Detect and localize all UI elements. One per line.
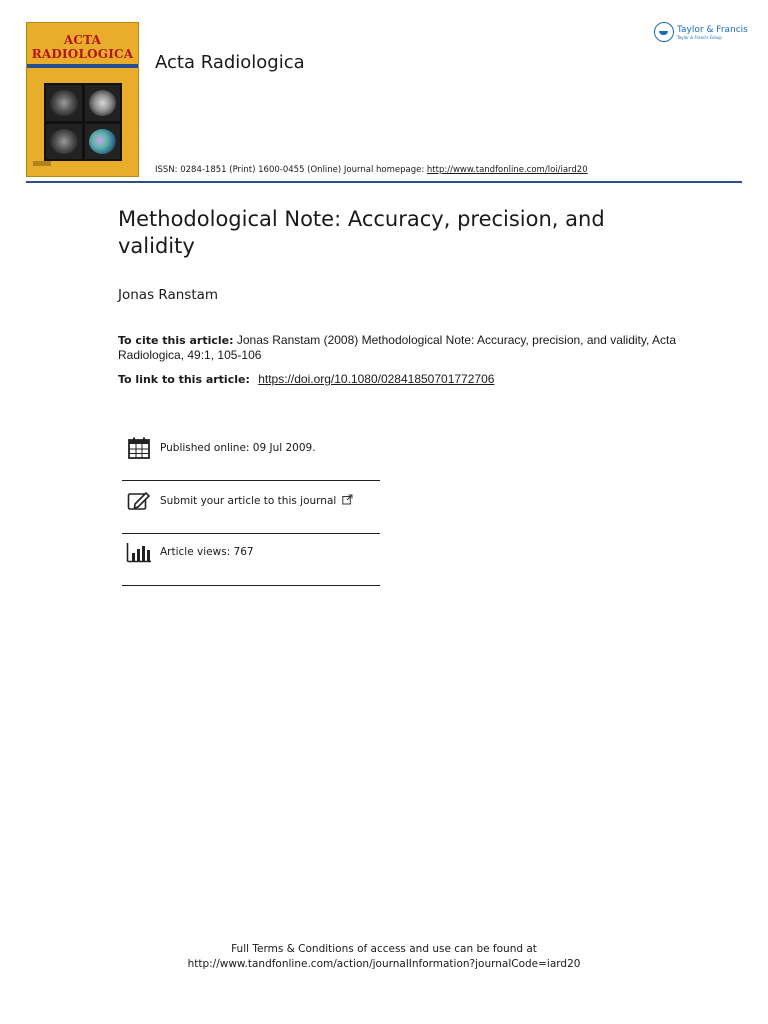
cite-text: Jonas Ranstam (2008) Methodological Note: Accuracy, precision, and validity, Acta Radiologica, 49:1, 105-106 <box>118 333 676 362</box>
info-divider <box>122 585 380 586</box>
bar-chart-icon <box>126 539 152 565</box>
journal-name: Acta Radiologica <box>155 52 305 73</box>
info-divider <box>122 480 380 481</box>
scan-image <box>85 124 121 160</box>
calendar-icon <box>126 435 152 461</box>
scan-image <box>46 85 82 121</box>
footer-line1: Full Terms & Conditions of access and use can be found at <box>231 943 537 955</box>
publisher-tagline: Taylor & Francis Group <box>677 34 722 40</box>
cover-title <box>27 33 138 61</box>
submit-article-link[interactable]: Submit your article to this journal <box>160 495 337 507</box>
issn-line <box>155 165 588 175</box>
scan-image <box>46 124 82 160</box>
doi-link-row <box>118 372 494 386</box>
issn-text: ISSN: 0284-1851 (Print) 1600-0455 (Online) Journal homepage: <box>155 165 427 175</box>
footer-terms-link[interactable]: http://www.tandfonline.com/action/journalInformation?journalCode=iard20 <box>187 958 581 970</box>
publisher-logo <box>654 22 748 42</box>
cover-title-line2: RADIOLOGICA <box>31 47 134 61</box>
publisher-name: Taylor & Francis <box>677 24 748 35</box>
footer-terms <box>0 942 768 972</box>
cover-stripe <box>27 64 138 68</box>
article-views-row <box>122 539 380 565</box>
citation-block <box>118 333 678 363</box>
edit-icon <box>126 488 152 514</box>
link-label: To link to this article: <box>118 373 250 386</box>
published-online-text: Published online: 09 Jul 2009. <box>160 442 316 454</box>
submit-article-row[interactable] <box>122 488 380 514</box>
journal-cover-image <box>26 22 139 177</box>
article-views-text: Article views: 767 <box>160 546 254 558</box>
cover-footer-mark <box>33 161 51 166</box>
header-divider <box>26 181 742 183</box>
cite-label: To cite this article: <box>118 334 234 347</box>
article-title: Methodological Note: Accuracy, precision, and validity <box>118 207 605 258</box>
cover-scan-grid <box>44 83 122 161</box>
published-online-row <box>122 435 380 461</box>
journal-homepage-link[interactable]: http://www.tandfonline.com/loi/iard20 <box>426 165 588 175</box>
external-link-icon <box>342 494 353 508</box>
cover-title-line1: ACTA <box>63 33 102 47</box>
info-divider <box>122 533 380 534</box>
article-author: Jonas Ranstam <box>118 287 219 303</box>
publisher-logo-icon <box>654 22 674 42</box>
doi-link[interactable]: https://doi.org/10.1080/02841850701772706 <box>258 372 495 386</box>
scan-image <box>85 85 121 121</box>
